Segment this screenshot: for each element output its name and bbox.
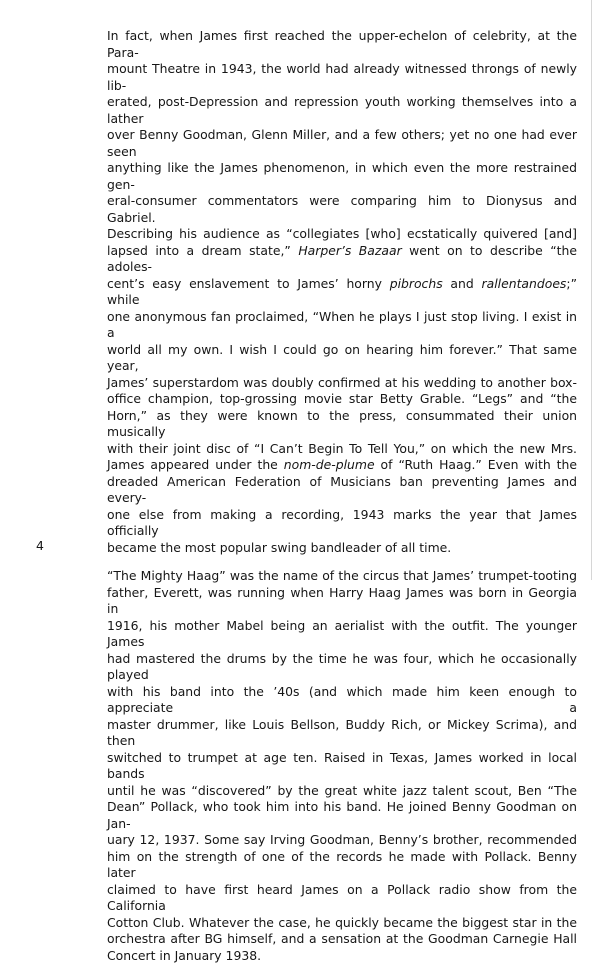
text-segment: lapsed into a dream state,” <box>107 243 298 258</box>
text-segment: claimed to have first heard James on a Pollack radio show from the California <box>107 882 577 914</box>
text-line <box>107 457 577 474</box>
text-segment: over Benny Goodman, Glenn Miller, and a few others; yet no one had ever seen <box>107 127 577 159</box>
text-line <box>107 127 577 160</box>
text-column <box>107 28 577 964</box>
text-line <box>107 375 577 392</box>
text-segment: 1916, his mother Mabel being an aerialist with the outfit. The younger James <box>107 618 577 650</box>
text-segment: James appeared under the <box>107 457 284 472</box>
text-segment: went on to describe “the adoles- <box>107 243 577 275</box>
text-segment: one else from making a recording, 1943 marks the year that James officially <box>107 507 577 539</box>
text-segment: office champion, top-grossing movie star Betty Grable. “Legs” and “the <box>107 391 577 406</box>
text-segment: until he was “discovered” by the great white jazz talent scout, Ben “The <box>107 783 577 798</box>
text-segment: of “Ruth Haag.” Even with the <box>375 457 577 472</box>
text-segment: anything like the James phenomenon, in which even the more restrained gen- <box>107 160 577 192</box>
text-line <box>107 540 577 557</box>
text-line <box>107 391 577 408</box>
text-segment: him on the strength of one of the records he made with Pollack. Benny later <box>107 849 577 881</box>
text-segment: mount Theatre in 1943, the world had already witnessed throngs of newly lib- <box>107 61 577 93</box>
text-line <box>107 94 577 127</box>
text-line <box>107 243 577 276</box>
text-line <box>107 276 577 309</box>
page-number: 4 <box>36 538 44 555</box>
text-line <box>107 568 577 585</box>
italic-text: nom-de-plume <box>284 457 375 472</box>
text-segment: had mastered the drums by the time he was four, which he occasionally played <box>107 651 577 683</box>
text-line <box>107 931 577 948</box>
page-edge-divider <box>591 0 592 580</box>
text-line <box>107 799 577 832</box>
text-segment: dreaded American Federation of Musicians ban preventing James and every- <box>107 474 577 506</box>
text-segment: Describing his audience as “collegiates [who] ecstatically quivered [and] <box>107 226 577 241</box>
text-line <box>107 948 577 964</box>
italic-text: rallentandoes <box>482 276 567 291</box>
text-segment: master drummer, like Louis Bellson, Buddy Rich, or Mickey Scrima), and then <box>107 717 577 749</box>
text-line <box>107 309 577 342</box>
text-segment: ;” while <box>107 276 577 308</box>
text-segment: orchestra after BG himself, and a sensation at the Goodman Carnegie Hall <box>107 931 577 946</box>
text-line <box>107 441 577 458</box>
text-line <box>107 651 577 684</box>
text-segment: erated, post-Depression and repression youth working themselves into a lather <box>107 94 577 126</box>
text-segment: Concert in January 1938. <box>107 948 261 963</box>
text-segment: with his band into the ’40s (and which made him keen enough to appreciate a <box>107 684 577 716</box>
text-segment: became the most popular swing bandleader of all time. <box>107 540 451 555</box>
text-segment: In fact, when James first reached the upper-echelon of celebrity, at the Para- <box>107 28 577 60</box>
text-segment: with their joint disc of “I Can’t Begin To Tell You,” on which the new Mrs. <box>107 441 577 456</box>
text-line <box>107 849 577 882</box>
text-segment: eral-consumer commentators were comparing him to Dionysus and Gabriel. <box>107 193 577 225</box>
text-segment: Horn,” as they were known to the press, consummated their union musically <box>107 408 577 440</box>
text-segment: and <box>443 276 482 291</box>
text-line <box>107 750 577 783</box>
text-line <box>107 915 577 932</box>
text-line <box>107 684 577 717</box>
text-line <box>107 618 577 651</box>
text-segment: world all my own. I wish I could go on hearing him forever.” That same year, <box>107 342 577 374</box>
italic-text: Harper’s Bazaar <box>298 243 401 258</box>
text-segment: Cotton Club. Whatever the case, he quickly became the biggest star in the <box>107 915 577 930</box>
text-line <box>107 832 577 849</box>
text-line <box>107 783 577 800</box>
text-line <box>107 585 577 618</box>
paragraph-1 <box>107 28 577 556</box>
text-line <box>107 61 577 94</box>
text-segment: “The Mighty Haag” was the name of the circus that James’ trumpet-tooting <box>107 568 577 583</box>
text-segment: father, Everett, was running when Harry Haag James was born in Georgia in <box>107 585 577 617</box>
text-segment: one anonymous fan proclaimed, “When he plays I just stop living. I exist in a <box>107 309 577 341</box>
text-line <box>107 474 577 507</box>
paragraph-2 <box>107 568 577 964</box>
text-segment: cent’s easy enslavement to James’ horny <box>107 276 390 291</box>
text-line <box>107 342 577 375</box>
text-segment: James’ superstardom was doubly confirmed at his wedding to another box- <box>107 375 577 390</box>
text-segment: Dean” Pollack, who took him into his band. He joined Benny Goodman on Jan- <box>107 799 577 831</box>
text-line <box>107 882 577 915</box>
text-line <box>107 408 577 441</box>
text-line <box>107 193 577 226</box>
text-line <box>107 28 577 61</box>
text-segment: uary 12, 1937. Some say Irving Goodman, Benny’s brother, recommended <box>107 832 577 847</box>
text-line <box>107 507 577 540</box>
text-line <box>107 717 577 750</box>
italic-text: pibrochs <box>390 276 443 291</box>
text-segment: switched to trumpet at age ten. Raised in Texas, James worked in local bands <box>107 750 577 782</box>
text-line <box>107 160 577 193</box>
text-line <box>107 226 577 243</box>
